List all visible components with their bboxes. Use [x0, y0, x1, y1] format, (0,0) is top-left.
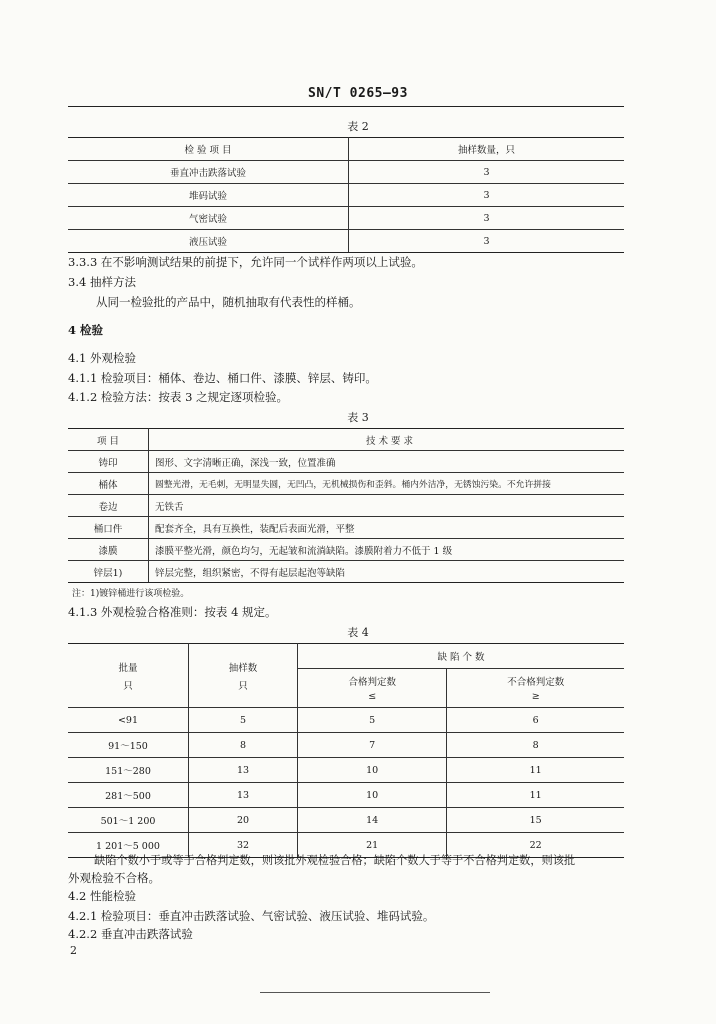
table-row: [68, 783, 624, 808]
table-cell: 3: [349, 207, 625, 230]
table-cell: 10: [298, 758, 447, 783]
table-header-row: [68, 138, 624, 161]
table-header-cell: 检 验 项 目: [68, 138, 349, 161]
table-header-cell: 项 目: [68, 429, 149, 451]
clause-4-1-3: 4.1.3 外观检验合格准则：按表 4 规定。: [68, 605, 277, 619]
table-header-row: [68, 429, 624, 451]
table-row: [68, 708, 624, 733]
table-row: [68, 473, 624, 495]
sample-label: 抽样数: [228, 662, 258, 674]
table-row: [68, 184, 624, 207]
table-cell: 5: [298, 708, 447, 733]
table-cell: 铸印: [68, 451, 149, 473]
table-cell: 液压试验: [68, 230, 349, 253]
table-cell: 漆膜平整光滑，颜色均匀，无起皱和流淌缺陷。漆膜附着力不低于 1 级: [149, 539, 625, 561]
table-row: [68, 207, 624, 230]
summary-line-2: 外观检验不合格。: [68, 871, 160, 885]
table-cell: 281～500: [68, 783, 189, 808]
table3-caption: 表 3: [347, 411, 369, 424]
section-4-heading: 4 检验: [68, 323, 104, 337]
table-cell: 圆整光滑，无毛刺，无明显失圆，无凹凸，无机械损伤和歪斜。桶内外洁净，无锈蚀污染。不允许拼接: [149, 473, 625, 495]
table-cell: 8: [189, 733, 298, 758]
table-row: [68, 495, 624, 517]
batch-header-cell: [68, 644, 189, 708]
table-cell: 91～150: [68, 733, 189, 758]
table-cell: 14: [298, 808, 447, 833]
table-cell: 10: [298, 783, 447, 808]
clause-3-3-3: 3.3.3 在不影响测试结果的前提下，允许同一个试样作两项以上试验。: [68, 255, 423, 269]
table-cell: 3: [349, 161, 625, 184]
clause-3-4-body: 从同一检验批的产品中，随机抽取有代表性的样桶。: [96, 295, 361, 309]
table-cell: 22: [447, 833, 624, 858]
defects-header-cell: 缺 陷 个 数: [298, 644, 625, 669]
footer-rule: [260, 992, 490, 993]
table-cell: 气密试验: [68, 207, 349, 230]
table-row: [68, 451, 624, 473]
table-cell: 13: [189, 783, 298, 808]
table-cell: 3: [349, 230, 625, 253]
table-cell: 7: [298, 733, 447, 758]
table-cell: 垂直冲击跌落试验: [68, 161, 349, 184]
table-row: [68, 733, 624, 758]
table-row: [68, 161, 624, 184]
table-header-cell: 技 术 要 求: [149, 429, 625, 451]
summary-line-1: 缺陷个数小于或等于合格判定数，则该批外观检验合格；缺陷个数大于等于不合格判定数，则该批: [94, 854, 576, 867]
table-cell: 5: [189, 708, 298, 733]
table-cell: <91: [68, 708, 189, 733]
sample-unit: 只: [238, 680, 248, 692]
batch-label: 批量: [118, 662, 138, 674]
accept-symbol: ≤: [368, 691, 377, 702]
clause-4-2-1: 4.2.1 检验项目：垂直冲击跌落试验、气密试验、液压试验、堆码试验。: [68, 909, 435, 923]
table-cell: 漆膜: [68, 539, 149, 561]
batch-unit: 只: [123, 680, 133, 692]
table-cell: 151～280: [68, 758, 189, 783]
table-cell: 锌层完整，组织紧密，不得有起层起泡等缺陷: [149, 561, 625, 583]
header-rule: [68, 106, 624, 107]
table-cell: 15: [447, 808, 624, 833]
accept-header-cell: [298, 669, 447, 708]
table-row: [68, 230, 624, 253]
table-cell: 无铁舌: [149, 495, 625, 517]
table-row: [68, 808, 624, 833]
table-cell: 32: [189, 833, 298, 858]
table-cell: 11: [447, 783, 624, 808]
clause-4-2-2: 4.2.2 垂直冲击跌落试验: [68, 927, 193, 941]
table-cell: 13: [189, 758, 298, 783]
standard-header: SN/T 0265—93: [308, 86, 408, 101]
table-cell: 桶口件: [68, 517, 149, 539]
clause-4-1: 4.1 外观检验: [68, 351, 136, 365]
table-cell: 堆码试验: [68, 184, 349, 207]
table-cell: 卷边: [68, 495, 149, 517]
table-cell: 20: [189, 808, 298, 833]
table4: [68, 643, 624, 858]
reject-label: 不合格判定数: [507, 677, 565, 688]
table-cell: 6: [447, 708, 624, 733]
table-cell: 8: [447, 733, 624, 758]
table4-caption: 表 4: [347, 626, 369, 639]
reject-header-cell: [447, 669, 624, 708]
clause-4-1-2: 4.1.2 检验方法：按表 3 之规定逐项检验。: [68, 390, 289, 404]
table-cell: 桶体: [68, 473, 149, 495]
table-row: [68, 539, 624, 561]
table-cell: 11: [447, 758, 624, 783]
table-cell: 图形、文字清晰正确，深浅一致，位置准确: [149, 451, 625, 473]
table-header-row: [68, 644, 624, 669]
page-number: 2: [70, 944, 77, 957]
table2: [68, 137, 624, 253]
table3-note: 注：1)镀锌桶进行该项检验。: [72, 589, 190, 599]
table-cell: 501～1 200: [68, 808, 189, 833]
table-cell: 1 201～5 000: [68, 833, 189, 858]
sample-header-cell: [189, 644, 298, 708]
table2-caption: 表 2: [347, 120, 369, 133]
table-cell: 3: [349, 184, 625, 207]
table-cell: 21: [298, 833, 447, 858]
accept-label: 合格判定数: [348, 677, 396, 688]
table-row: [68, 758, 624, 783]
table-row: [68, 561, 624, 583]
clause-3-4: 3.4 抽样方法: [68, 275, 136, 289]
table-cell: 配套齐全，具有互换性，装配后表面光滑，平整: [149, 517, 625, 539]
table-row: [68, 517, 624, 539]
table-cell: 锌层1): [68, 561, 149, 583]
table3: [68, 428, 624, 583]
reject-symbol: ≥: [531, 691, 540, 702]
clause-4-1-1: 4.1.1 检验项目：桶体、卷边、桶口件、漆膜、锌层、铸印。: [68, 371, 377, 385]
clause-4-2: 4.2 性能检验: [68, 889, 136, 903]
table-header-cell: 抽样数量，只: [349, 138, 625, 161]
